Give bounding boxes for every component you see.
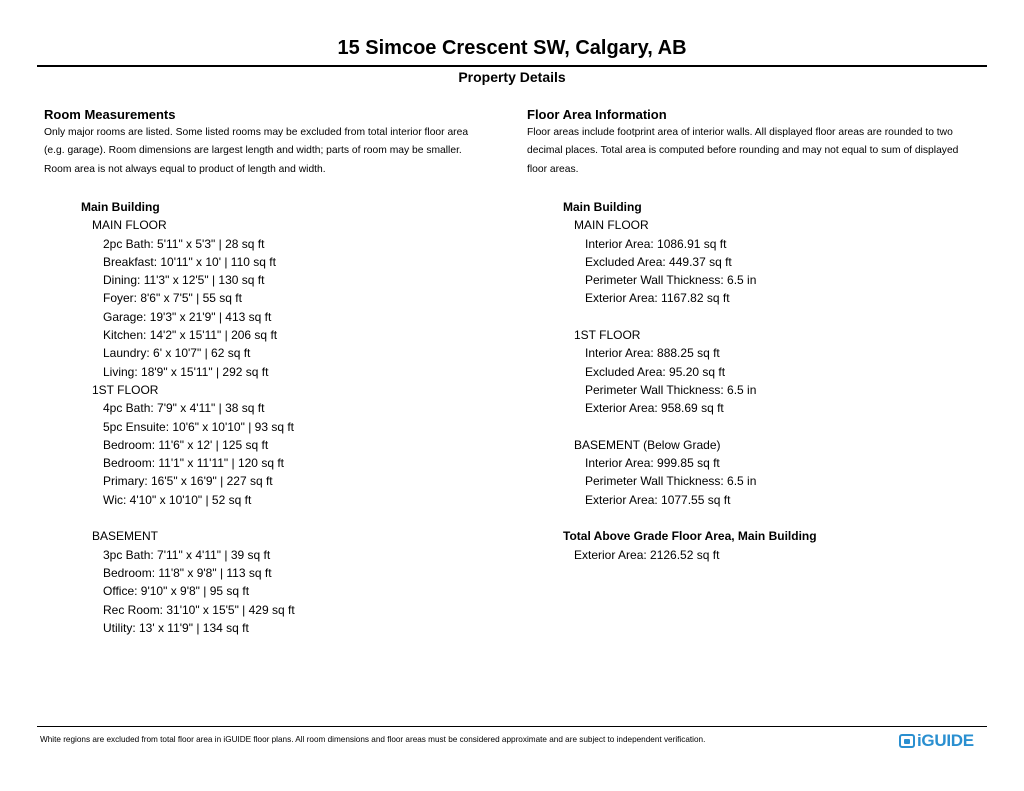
spacer bbox=[563, 509, 817, 527]
room-item: Bedroom: 11'8" x 9'8" | 113 sq ft bbox=[103, 565, 272, 580]
area-item: Interior Area: 1086.91 sq ft bbox=[585, 236, 727, 251]
area-item: Exterior Area: 1077.55 sq ft bbox=[585, 492, 731, 507]
area-item: Exterior Area: 958.69 sq ft bbox=[585, 401, 724, 416]
room-measurements-desc-line: Room area is not always equal to product of length and width. bbox=[44, 163, 326, 175]
spacer bbox=[563, 308, 817, 326]
room-item: Utility: 13' x 11'9" | 134 sq ft bbox=[103, 620, 249, 635]
room-item: Kitchen: 14'2" x 15'11" | 206 sq ft bbox=[103, 328, 278, 343]
room-item: Rec Room: 31'10" x 15'5" | 429 sq ft bbox=[103, 602, 295, 617]
room-item: Dining: 11'3" x 12'5" | 130 sq ft bbox=[103, 273, 265, 288]
floor-heading-first: 1ST FLOOR bbox=[574, 328, 641, 343]
footer-disclaimer: White regions are excluded from total floor area in iGUIDE floor plans. All room dimensions and floor areas must be considered approximate and are subject to independent verification. bbox=[40, 735, 706, 744]
footer-divider bbox=[37, 726, 987, 727]
floor-area-desc-line: decimal places. Total area is computed before rounding and may not equal to sum of displayed bbox=[527, 145, 959, 157]
area-item: Excluded Area: 449.37 sq ft bbox=[585, 254, 732, 269]
room-item: 3pc Bath: 7'11" x 4'11" | 39 sq ft bbox=[103, 547, 271, 562]
room-list bbox=[81, 198, 295, 637]
area-item: Perimeter Wall Thickness: 6.5 in bbox=[585, 273, 757, 288]
floor-area-desc-line: Floor areas include footprint area of interior walls. All displayed floor areas are rounded to two bbox=[527, 127, 953, 138]
iguide-logo-icon bbox=[899, 733, 915, 749]
page-title: 15 Simcoe Crescent SW, Calgary, AB bbox=[337, 37, 687, 59]
room-measurements-desc-line: Only major rooms are listed. Some listed rooms may be excluded from total interior floor area bbox=[44, 127, 469, 138]
floor-heading-first: 1ST FLOOR bbox=[92, 382, 159, 397]
area-item: Interior Area: 888.25 sq ft bbox=[585, 346, 720, 361]
room-item: Wic: 4'10" x 10'10" | 52 sq ft bbox=[103, 492, 252, 507]
title-divider bbox=[37, 65, 987, 67]
room-item: Garage: 19'3" x 21'9" | 413 sq ft bbox=[103, 309, 272, 324]
spacer bbox=[563, 418, 817, 436]
room-measurements-desc-line: (e.g. garage). Room dimensions are largest length and width; parts of room may be smaller. bbox=[44, 145, 462, 157]
room-measurements-section bbox=[44, 106, 504, 179]
room-item: Foyer: 8'6" x 7'5" | 55 sq ft bbox=[103, 291, 242, 306]
page-subtitle: Property Details bbox=[458, 69, 566, 85]
room-item: Breakfast: 10'11" x 10' | 110 sq ft bbox=[103, 254, 276, 269]
room-item: 5pc Ensuite: 10'6" x 10'10" | 93 sq ft bbox=[103, 419, 295, 434]
spacer bbox=[81, 509, 295, 527]
area-item: Interior Area: 999.85 sq ft bbox=[585, 456, 720, 471]
building-heading: Main Building bbox=[563, 200, 642, 214]
area-item: Perimeter Wall Thickness: 6.5 in bbox=[585, 474, 757, 489]
floor-area-heading: Floor Area Information bbox=[527, 107, 667, 122]
iguide-logo bbox=[899, 731, 974, 751]
floor-area-section bbox=[527, 106, 997, 179]
room-item: Primary: 16'5" x 16'9" | 227 sq ft bbox=[103, 474, 273, 489]
area-item: Perimeter Wall Thickness: 6.5 in bbox=[585, 382, 757, 397]
floor-heading-main: MAIN FLOOR bbox=[574, 218, 649, 233]
building-heading: Main Building bbox=[81, 200, 160, 214]
room-item: Bedroom: 11'6" x 12' | 125 sq ft bbox=[103, 437, 269, 452]
floor-heading-basement: BASEMENT bbox=[92, 529, 159, 544]
room-item: Laundry: 6' x 10'7" | 62 sq ft bbox=[103, 346, 251, 361]
room-item: 2pc Bath: 5'11" x 5'3" | 28 sq ft bbox=[103, 236, 265, 251]
area-item: Exterior Area: 1167.82 sq ft bbox=[585, 291, 730, 306]
room-item: Bedroom: 11'1" x 11'11" | 120 sq ft bbox=[103, 456, 284, 471]
floor-area-desc-line: floor areas. bbox=[527, 163, 579, 175]
total-area-item: Exterior Area: 2126.52 sq ft bbox=[574, 547, 720, 562]
area-item: Excluded Area: 95.20 sq ft bbox=[585, 364, 726, 379]
logo-text: iGUIDE bbox=[917, 731, 974, 750]
floor-heading-basement: BASEMENT (Below Grade) bbox=[574, 437, 721, 452]
room-item: Office: 9'10" x 9'8" | 95 sq ft bbox=[103, 584, 250, 599]
floor-area-list bbox=[563, 198, 817, 564]
room-item: Living: 18'9" x 15'11" | 292 sq ft bbox=[103, 364, 269, 379]
room-item: 4pc Bath: 7'9" x 4'11" | 38 sq ft bbox=[103, 401, 265, 416]
room-measurements-heading: Room Measurements bbox=[44, 107, 176, 122]
total-area-heading: Total Above Grade Floor Area, Main Building bbox=[563, 529, 817, 544]
floor-heading-main: MAIN FLOOR bbox=[92, 218, 167, 233]
